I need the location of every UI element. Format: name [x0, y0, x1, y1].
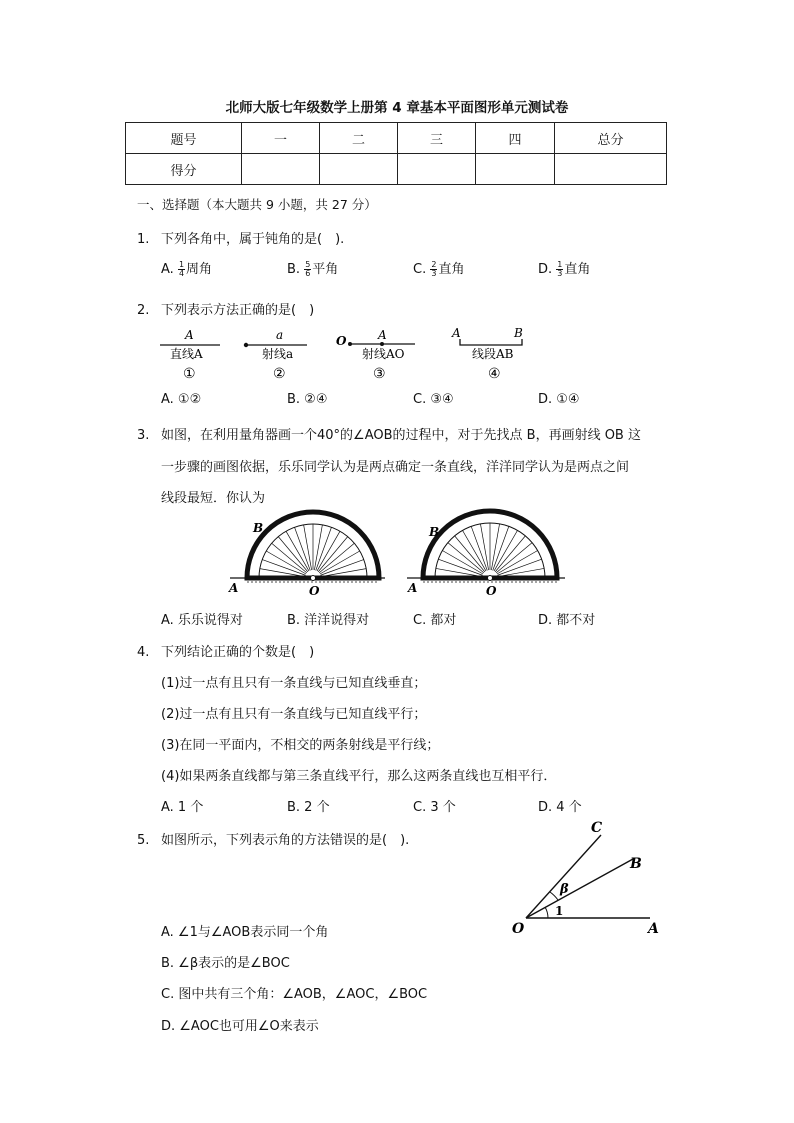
q1-option-d[interactable]	[538, 258, 590, 278]
q3-protractor-figures	[225, 508, 670, 600]
fig1-caption: 直线A	[170, 347, 203, 361]
fig3-caption: 射线AO	[362, 347, 405, 361]
protractor-right	[407, 511, 565, 598]
score-header-cell: 题号	[126, 123, 242, 154]
fig1-circ: ①	[183, 366, 196, 382]
score-header-cell: 三	[398, 123, 476, 154]
label-b: B	[630, 856, 642, 872]
score-cell[interactable]	[398, 154, 476, 185]
label-o: O	[512, 921, 525, 937]
q4-statement: (2)过一点有且只有一条直线与已知直线平行；	[161, 707, 427, 722]
numerator: 1	[178, 260, 185, 269]
question-4-stem	[137, 641, 314, 660]
fig4-segment	[460, 339, 522, 345]
score-row-label: 得分	[126, 154, 242, 185]
q2-option-d[interactable]: D. ①④	[538, 392, 580, 407]
score-cell[interactable]	[320, 154, 398, 185]
option-text: 周角	[186, 262, 213, 277]
label-a: A	[648, 921, 659, 937]
question-5-stem	[137, 829, 409, 848]
label-b: B	[253, 521, 264, 535]
question-number: 5.	[137, 833, 150, 848]
question-text: 下列表示方法正确的是( )	[161, 303, 315, 318]
fig2-circ: ②	[273, 366, 286, 382]
q3-option-c[interactable]: C. 都对	[413, 613, 457, 628]
label-b: B	[429, 525, 440, 539]
question-number: 3.	[137, 428, 150, 443]
arc-1	[545, 907, 548, 918]
label-beta: β	[560, 882, 569, 897]
paper-title: 北师大版七年级数学上册第 4 章基本平面图形单元测试卷	[225, 100, 569, 116]
label-a: A	[229, 581, 239, 595]
section-heading: 一、选择题（本大题共 9 小题，共 27 分）	[137, 197, 377, 212]
score-header-cell: 二	[320, 123, 398, 154]
score-cell[interactable]	[476, 154, 555, 185]
option-label: D.	[538, 262, 557, 277]
denominator: 3	[557, 269, 563, 278]
fig4-label-a: A	[452, 326, 461, 340]
ray-ob	[526, 859, 633, 918]
option-label: C.	[413, 262, 431, 277]
q2-option-b[interactable]: B. ②④	[287, 392, 328, 407]
question-text: 下列各角中，属于钝角的是( ).	[161, 232, 345, 247]
ray-oc	[526, 835, 601, 918]
fig1-label-top: A	[185, 328, 194, 342]
q2-option-c[interactable]: C. ③④	[413, 392, 454, 407]
q3-option-d[interactable]: D. 都不对	[538, 613, 596, 628]
denominator: 4	[178, 269, 185, 278]
q5-option-b[interactable]: B. ∠β表示的是∠BOC	[161, 956, 290, 971]
q3-option-b[interactable]: B. 洋洋说得对	[287, 613, 370, 628]
question-text: 如图，在利用量角器画一个40°的∠AOB的过程中，对于先找点 B，再画射线 OB 这	[161, 428, 641, 443]
label-a: A	[408, 581, 418, 595]
question-number: 1.	[137, 232, 150, 247]
fraction	[178, 261, 185, 278]
fig2-label-top: a	[276, 328, 284, 342]
q5-option-d[interactable]: D. ∠AOC也可用∠O来表示	[161, 1019, 319, 1034]
q4-statement: (1)过一点有且只有一条直线与已知直线垂直；	[161, 676, 427, 691]
protractor-left	[228, 512, 385, 598]
q3-option-a[interactable]: A. 乐乐说得对	[161, 613, 243, 628]
numerator: 5	[305, 260, 311, 269]
question-text: 下列结论正确的个数是( )	[161, 645, 315, 660]
label-o: O	[309, 584, 320, 598]
denominator: 6	[305, 269, 311, 278]
fig4-circ: ④	[488, 366, 501, 382]
fig2-caption: 射线a	[262, 347, 294, 361]
question-2-stem	[137, 299, 314, 318]
q1-option-b[interactable]	[287, 258, 338, 278]
score-cell[interactable]	[555, 154, 667, 185]
option-label: B.	[287, 262, 305, 277]
score-header-cell: 一	[242, 123, 320, 154]
q4-statement: (4)如果两条直线都与第三条直线平行，那么这两条直线也互相平行．	[161, 769, 557, 784]
option-label: A.	[161, 262, 178, 277]
option-text: 直角	[564, 262, 591, 277]
q4-option-c[interactable]: C. 3 个	[413, 800, 456, 815]
score-cell[interactable]	[242, 154, 320, 185]
label-c: C	[591, 820, 603, 836]
score-header-cell: 总分	[555, 123, 667, 154]
question-3-line2: 一步骤的画图依据，乐乐同学认为是两点确定一条直线，洋洋同学认为是两点之间	[161, 460, 630, 475]
label-1: 1	[555, 904, 564, 918]
arc-beta	[550, 892, 558, 900]
fig4-label-b: B	[514, 326, 523, 340]
q4-option-a[interactable]: A. 1 个	[161, 800, 204, 815]
question-3-stem	[137, 424, 641, 443]
q5-angle-figure	[508, 815, 668, 940]
score-header-cell: 四	[476, 123, 555, 154]
score-table	[125, 122, 667, 185]
question-1-stem	[137, 228, 344, 247]
q1-option-a[interactable]	[161, 258, 212, 278]
score-table-header-row	[126, 123, 667, 154]
q5-option-a[interactable]: A. ∠1与∠AOB表示同一个角	[161, 925, 329, 940]
q2-option-a[interactable]: A. ①②	[161, 392, 202, 407]
numerator: 2	[431, 260, 437, 269]
question-3-line3: 线段最短．你认为	[161, 491, 266, 506]
fig3-label-left: O	[336, 334, 347, 348]
question-number: 2.	[137, 303, 150, 318]
q4-option-b[interactable]: B. 2 个	[287, 800, 330, 815]
label-o: O	[486, 584, 497, 598]
numerator: 1	[557, 260, 563, 269]
q1-option-c[interactable]	[413, 258, 464, 278]
option-text: 直角	[438, 262, 465, 277]
fraction	[556, 261, 563, 278]
fig3-circ: ③	[373, 366, 386, 382]
fig4-caption: 线段AB	[472, 347, 514, 361]
q4-option-d[interactable]: D. 4 个	[538, 800, 582, 815]
option-text: 平角	[312, 262, 339, 277]
question-number: 4.	[137, 645, 150, 660]
q5-option-c[interactable]: C. 图中共有三个角：∠AOB，∠AOC，∠BOC	[161, 987, 428, 1002]
fraction	[430, 261, 437, 278]
denominator: 3	[431, 269, 437, 278]
q4-statement: (3)在同一平面内，不相交的两条射线是平行线；	[161, 738, 440, 753]
score-table-score-row	[126, 154, 667, 185]
fig3-label-top: A	[378, 328, 387, 342]
q2-figures	[150, 325, 550, 385]
question-text: 如图所示，下列表示角的方法错误的是( ).	[161, 833, 410, 848]
fraction	[304, 261, 311, 278]
